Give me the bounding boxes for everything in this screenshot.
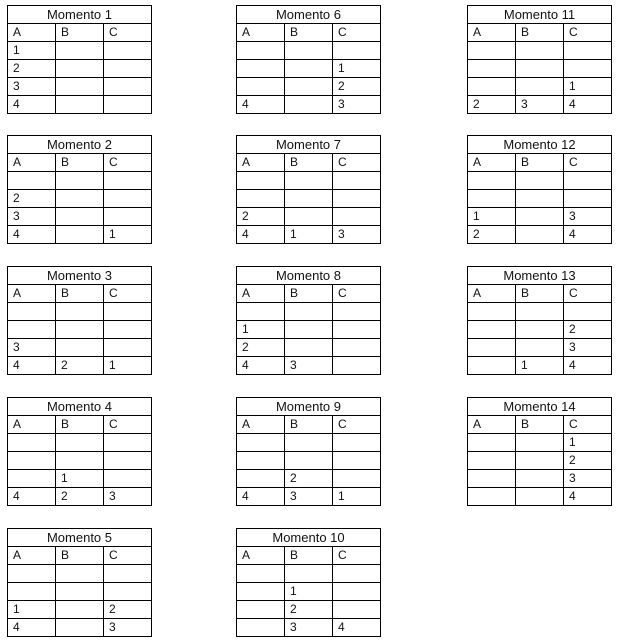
table-cell: 2 [285, 470, 333, 488]
table-cell: 3 [285, 357, 333, 375]
table-cell [564, 303, 612, 321]
table-row [8, 488, 152, 506]
column-header: A [8, 154, 56, 172]
table-cell [285, 60, 333, 78]
table-cell: 1 [333, 60, 381, 78]
table-cell [468, 339, 516, 357]
table-cell [468, 172, 516, 190]
table-cell: 2 [8, 60, 56, 78]
table-title: Momento 11 [468, 6, 612, 24]
table-cell [56, 619, 104, 637]
table-cell: 1 [285, 226, 333, 244]
table-row [468, 190, 612, 208]
table-cell: 3 [564, 339, 612, 357]
table-cell [285, 434, 333, 452]
table-row [8, 96, 152, 114]
table-row [237, 339, 381, 357]
momento-table [467, 135, 612, 244]
table-row [237, 357, 381, 375]
table-cell [516, 452, 564, 470]
table-cell [8, 583, 56, 601]
table-cell: 1 [56, 470, 104, 488]
table-cell [56, 208, 104, 226]
momento-table [467, 5, 612, 114]
column-header: A [8, 24, 56, 42]
table-cell [104, 172, 152, 190]
table-cell [516, 488, 564, 506]
table-cell [285, 96, 333, 114]
table-cell: 1 [468, 208, 516, 226]
column-header: A [237, 547, 285, 565]
table-cell [237, 601, 285, 619]
table-title: Momento 1 [8, 6, 152, 24]
table-cell: 2 [285, 601, 333, 619]
table-cell: 4 [564, 96, 612, 114]
table-cell [333, 601, 381, 619]
table-cell [333, 565, 381, 583]
table-cell: 2 [56, 488, 104, 506]
table-cell [468, 488, 516, 506]
table-row [237, 172, 381, 190]
column-header: A [237, 285, 285, 303]
table-cell: 4 [8, 96, 56, 114]
table-cell [56, 226, 104, 244]
table-cell [564, 60, 612, 78]
table-row [237, 190, 381, 208]
table-cell: 2 [468, 96, 516, 114]
table-cell [516, 60, 564, 78]
table-title: Momento 8 [237, 267, 381, 285]
column-header: B [285, 24, 333, 42]
table-cell [333, 303, 381, 321]
table-cell [333, 470, 381, 488]
table-row [8, 226, 152, 244]
column-header: B [56, 285, 104, 303]
table-cell [104, 434, 152, 452]
table-cell: 1 [237, 321, 285, 339]
table-row [468, 321, 612, 339]
table-cell: 1 [8, 601, 56, 619]
momento-table [7, 135, 152, 244]
table-cell: 1 [8, 42, 56, 60]
table-cell [56, 303, 104, 321]
table-row [468, 303, 612, 321]
table-cell [333, 208, 381, 226]
momento-table [236, 397, 381, 506]
table-cell: 2 [237, 339, 285, 357]
column-header: A [468, 24, 516, 42]
table-cell [104, 321, 152, 339]
table-cell: 1 [564, 78, 612, 96]
table-row [237, 488, 381, 506]
table-cell [8, 452, 56, 470]
table-cell [516, 172, 564, 190]
table-cell: 2 [8, 190, 56, 208]
table-cell [104, 60, 152, 78]
table-cell [104, 190, 152, 208]
table-title: Momento 9 [237, 398, 381, 416]
table-cell [56, 60, 104, 78]
table-cell [516, 190, 564, 208]
table-cell [564, 190, 612, 208]
table-cell: 3 [104, 488, 152, 506]
column-header: B [285, 547, 333, 565]
column-header: B [516, 24, 564, 42]
table-cell [285, 565, 333, 583]
table-cell [285, 321, 333, 339]
table-cell: 3 [8, 78, 56, 96]
table-cell [285, 452, 333, 470]
table-cell [333, 190, 381, 208]
table-cell [237, 452, 285, 470]
table-cell [333, 172, 381, 190]
table-cell [104, 78, 152, 96]
table-cell [237, 583, 285, 601]
momento-table [236, 266, 381, 375]
momento-table [7, 266, 152, 375]
column-header: A [468, 285, 516, 303]
table-cell: 4 [333, 619, 381, 637]
table-cell: 4 [564, 488, 612, 506]
table-cell [56, 601, 104, 619]
column-header: A [237, 154, 285, 172]
table-cell: 2 [468, 226, 516, 244]
table-cell: 2 [104, 601, 152, 619]
table-cell: 3 [564, 470, 612, 488]
table-cell [104, 565, 152, 583]
table-cell [516, 78, 564, 96]
table-title: Momento 3 [8, 267, 152, 285]
table-cell [468, 470, 516, 488]
table-cell [56, 190, 104, 208]
column-header: C [333, 416, 381, 434]
column-header: C [104, 285, 152, 303]
column-header: A [468, 154, 516, 172]
table-title: Momento 12 [468, 136, 612, 154]
momento-table [236, 5, 381, 114]
table-cell: 3 [104, 619, 152, 637]
momento-table [7, 5, 152, 114]
table-cell [468, 190, 516, 208]
table-row [468, 357, 612, 375]
column-header: A [8, 547, 56, 565]
table-cell: 3 [564, 208, 612, 226]
table-cell [468, 434, 516, 452]
table-cell [104, 42, 152, 60]
table-row [8, 434, 152, 452]
table-cell [333, 452, 381, 470]
table-cell [237, 619, 285, 637]
table-cell [468, 78, 516, 96]
table-row [8, 190, 152, 208]
table-cell [56, 434, 104, 452]
table-title: Momento 7 [237, 136, 381, 154]
table-cell: 2 [564, 452, 612, 470]
table-cell [104, 470, 152, 488]
table-cell: 3 [333, 96, 381, 114]
table-cell [56, 583, 104, 601]
table-row [237, 565, 381, 583]
table-cell [56, 339, 104, 357]
table-title: Momento 6 [237, 6, 381, 24]
table-cell [468, 357, 516, 375]
table-cell: 1 [516, 357, 564, 375]
table-cell [285, 78, 333, 96]
column-header: C [333, 154, 381, 172]
table-title: Momento 10 [237, 529, 381, 547]
table-cell [516, 434, 564, 452]
table-cell [104, 452, 152, 470]
column-header: B [285, 285, 333, 303]
table-row [237, 583, 381, 601]
table-row [237, 42, 381, 60]
table-row [8, 60, 152, 78]
table-cell [564, 42, 612, 60]
table-cell [104, 339, 152, 357]
table-row [8, 470, 152, 488]
table-cell [333, 42, 381, 60]
table-row [237, 60, 381, 78]
table-cell [8, 321, 56, 339]
table-row [237, 452, 381, 470]
table-cell [237, 42, 285, 60]
table-cell [237, 303, 285, 321]
table-row [468, 434, 612, 452]
table-cell [468, 42, 516, 60]
momento-table [236, 135, 381, 244]
table-cell [56, 452, 104, 470]
table-cell: 2 [237, 208, 285, 226]
table-cell: 4 [237, 488, 285, 506]
table-cell: 1 [104, 357, 152, 375]
table-cell: 3 [333, 226, 381, 244]
column-header: B [516, 285, 564, 303]
table-cell: 2 [333, 78, 381, 96]
column-header: C [564, 154, 612, 172]
table-cell: 4 [237, 357, 285, 375]
table-row [237, 78, 381, 96]
column-header: B [285, 154, 333, 172]
column-header: C [333, 547, 381, 565]
momento-table [467, 397, 612, 506]
column-header: A [468, 416, 516, 434]
table-row [468, 488, 612, 506]
table-cell [516, 339, 564, 357]
table-title: Momento 2 [8, 136, 152, 154]
table-cell [285, 303, 333, 321]
table-title: Momento 4 [8, 398, 152, 416]
table-cell: 4 [8, 488, 56, 506]
table-cell [333, 339, 381, 357]
table-cell [333, 583, 381, 601]
table-cell: 1 [564, 434, 612, 452]
table-cell [468, 303, 516, 321]
table-title: Momento 13 [468, 267, 612, 285]
table-cell [104, 96, 152, 114]
table-cell: 4 [564, 357, 612, 375]
table-row [468, 208, 612, 226]
table-row [468, 96, 612, 114]
table-row [8, 78, 152, 96]
table-cell: 1 [285, 583, 333, 601]
table-row [8, 619, 152, 637]
table-cell [8, 470, 56, 488]
table-cell [104, 583, 152, 601]
table-row [8, 583, 152, 601]
table-row [468, 226, 612, 244]
table-cell: 4 [564, 226, 612, 244]
table-cell [237, 190, 285, 208]
table-cell: 4 [8, 226, 56, 244]
table-row [237, 470, 381, 488]
table-row [8, 565, 152, 583]
table-cell [468, 60, 516, 78]
column-header: C [104, 416, 152, 434]
table-cell [8, 172, 56, 190]
table-row [237, 96, 381, 114]
table-cell [564, 172, 612, 190]
table-row [8, 357, 152, 375]
table-cell: 4 [8, 357, 56, 375]
table-cell [285, 190, 333, 208]
table-cell [8, 434, 56, 452]
table-cell: 3 [516, 96, 564, 114]
column-header: B [285, 416, 333, 434]
table-row [8, 601, 152, 619]
table-cell: 4 [237, 96, 285, 114]
table-row [237, 434, 381, 452]
column-header: B [56, 416, 104, 434]
column-header: B [56, 154, 104, 172]
table-row [237, 321, 381, 339]
table-row [468, 452, 612, 470]
momento-table [7, 528, 152, 637]
table-row [468, 42, 612, 60]
table-cell [285, 208, 333, 226]
table-row [237, 226, 381, 244]
momento-table [467, 266, 612, 375]
table-cell [333, 357, 381, 375]
table-cell [516, 321, 564, 339]
table-cell [516, 42, 564, 60]
table-cell [104, 208, 152, 226]
column-header: C [104, 547, 152, 565]
table-cell [104, 303, 152, 321]
table-title: Momento 5 [8, 529, 152, 547]
column-header: B [516, 416, 564, 434]
table-cell [516, 226, 564, 244]
column-header: C [333, 24, 381, 42]
table-row [8, 321, 152, 339]
table-row [8, 339, 152, 357]
table-cell: 4 [8, 619, 56, 637]
table-cell [237, 470, 285, 488]
table-row [8, 452, 152, 470]
momento-table [236, 528, 381, 637]
table-cell [56, 321, 104, 339]
table-row [468, 60, 612, 78]
table-row [237, 208, 381, 226]
table-cell [468, 321, 516, 339]
table-cell [237, 172, 285, 190]
table-title: Momento 14 [468, 398, 612, 416]
table-cell: 2 [564, 321, 612, 339]
column-header: C [104, 24, 152, 42]
table-cell [516, 470, 564, 488]
table-row [468, 339, 612, 357]
table-cell: 4 [237, 226, 285, 244]
table-row [468, 172, 612, 190]
table-cell: 3 [8, 339, 56, 357]
column-header: A [237, 24, 285, 42]
table-cell [333, 434, 381, 452]
table-cell [8, 303, 56, 321]
momento-table [7, 397, 152, 506]
table-cell [285, 339, 333, 357]
table-cell [285, 172, 333, 190]
table-cell [237, 434, 285, 452]
table-row [237, 619, 381, 637]
table-row [8, 208, 152, 226]
table-row [8, 42, 152, 60]
table-row [8, 303, 152, 321]
table-cell [285, 42, 333, 60]
table-cell [56, 565, 104, 583]
table-cell [333, 321, 381, 339]
column-header: C [333, 285, 381, 303]
table-cell [468, 452, 516, 470]
table-cell [237, 60, 285, 78]
table-cell: 1 [104, 226, 152, 244]
table-cell [237, 78, 285, 96]
column-header: C [564, 416, 612, 434]
column-header: B [516, 154, 564, 172]
table-row [237, 303, 381, 321]
table-cell: 2 [56, 357, 104, 375]
column-header: C [564, 285, 612, 303]
column-header: B [56, 24, 104, 42]
table-row [8, 172, 152, 190]
column-header: A [237, 416, 285, 434]
column-header: C [104, 154, 152, 172]
table-cell [56, 78, 104, 96]
column-header: C [564, 24, 612, 42]
table-cell: 3 [285, 488, 333, 506]
table-cell [516, 303, 564, 321]
table-cell [237, 565, 285, 583]
column-header: A [8, 285, 56, 303]
column-header: A [8, 416, 56, 434]
table-cell [56, 172, 104, 190]
table-cell: 3 [8, 208, 56, 226]
table-cell [8, 565, 56, 583]
table-row [468, 78, 612, 96]
column-header: B [56, 547, 104, 565]
table-cell [56, 96, 104, 114]
table-cell [516, 208, 564, 226]
table-row [237, 601, 381, 619]
table-cell [56, 42, 104, 60]
table-cell: 3 [285, 619, 333, 637]
table-row [468, 470, 612, 488]
table-cell: 1 [333, 488, 381, 506]
